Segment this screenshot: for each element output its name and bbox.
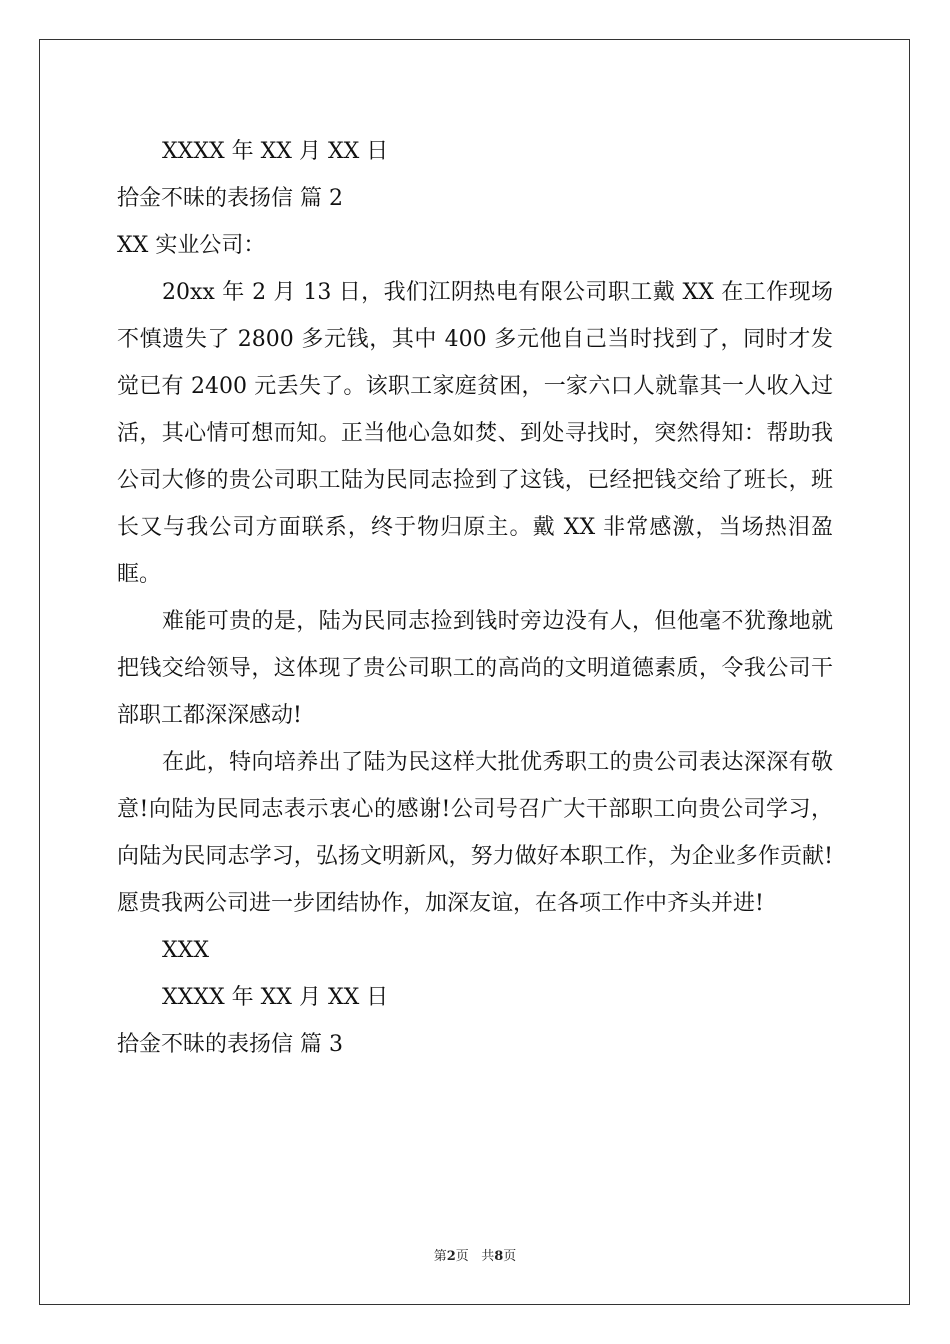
total-suffix: 页: [503, 1249, 517, 1264]
page-suffix: 页: [455, 1249, 469, 1264]
date-line: XXXX 年 XX 月 XX 日: [162, 139, 389, 164]
total-prefix: 共: [481, 1249, 495, 1264]
date-line: XXXX 年 XX 月 XX 日: [162, 985, 389, 1010]
signature: XXX: [162, 938, 209, 963]
page-footer: [0, 1248, 950, 1266]
salutation: XX 实业公司：: [117, 233, 266, 258]
document-body: [117, 128, 833, 1068]
section-heading: 拾金不昧的表扬信 篇 3: [117, 1032, 343, 1057]
page-number: 2: [446, 1249, 456, 1264]
paragraph: 难能可贵的是，陆为民同志捡到钱时旁边没有人，但他毫不犹豫地就把钱交给领导，这体现了贵公司职工的高尚的文明道德素质，令我公司干部职工都深深感动!: [117, 609, 833, 728]
paragraph: 20xx 年 2 月 13 日，我们江阴热电有限公司职工戴 XX 在工作现场不慎遗失了 2800 多元钱，其中 400 多元他自己当时找到了，同时才发觉已有 2400 元丢失了。该职工家庭贫困，一家六口人就靠其一人收入过活，其心情可想而知。正当他心急如焚、到处寻找时，突然得知：帮助我公司大修的贵公司职工陆为民同志捡到了这钱，已经把钱交给了班长，班长又与我公司方面联系，终于物归原主。戴 XX 非常感激，当场热泪盈眶。: [117, 280, 833, 587]
page-prefix: 第: [433, 1249, 447, 1264]
total-pages: 8: [494, 1249, 504, 1264]
section-heading: 拾金不昧的表扬信 篇 2: [117, 186, 343, 211]
paragraph: 在此，特向培养出了陆为民这样大批优秀职工的贵公司表达深深有敬意!向陆为民同志表示衷心的感谢!公司号召广大干部职工向贵公司学习，向陆为民同志学习，弘扬文明新风，努力做好本职工作，为企业多作贡献!愿贵我两公司进一步团结协作，加深友谊，在各项工作中齐头并进!: [117, 750, 833, 916]
